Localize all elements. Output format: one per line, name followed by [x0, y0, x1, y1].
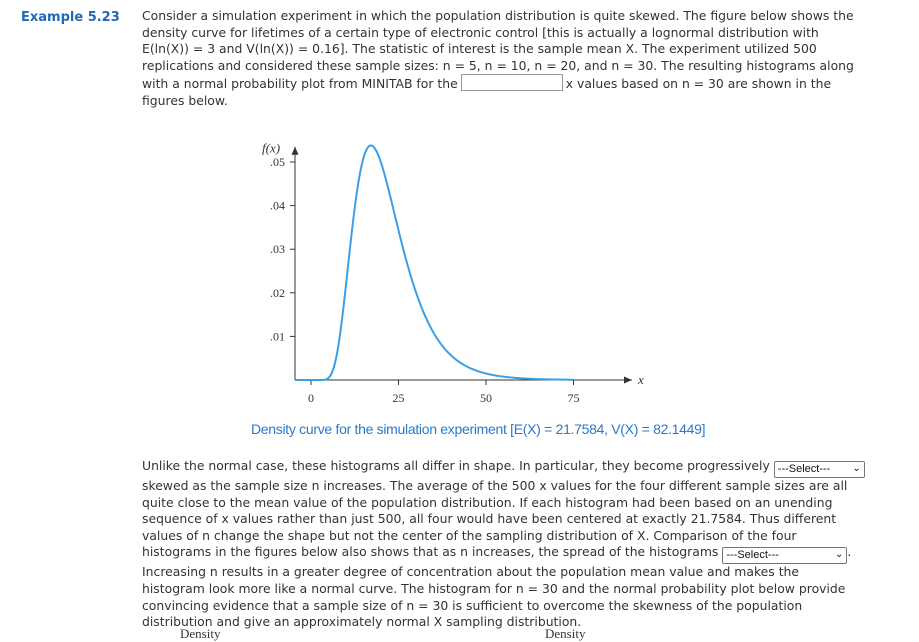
intro-text: x values based on n = 30 are shown in the	[565, 76, 832, 92]
intro-line: density curve for lifetimes of a certain type of electronic control [this is actually a lognormal distribution with	[142, 24, 819, 40]
body-line: convincing evidence that a sample size of n = 30 is sufficient to overcome the skewness of the population	[142, 597, 803, 613]
intro-line: figures below.	[142, 92, 228, 108]
density-curve	[295, 145, 573, 380]
select-value: ---Select---	[777, 463, 831, 475]
y-tick-label: .01	[270, 329, 285, 344]
cutoff-label-right: Density	[545, 626, 586, 641]
body-paragraph	[142, 458, 904, 631]
body-line: Increasing n results in a greater degree of concentration about the population mean value and makes the	[142, 564, 800, 580]
y-tick-label: .05	[270, 155, 285, 169]
x-axis-arrow	[624, 377, 632, 384]
intro-line: Consider a simulation experiment in which the population distribution is quite skewed. The figure below shows the	[142, 8, 854, 23]
chart-axes	[292, 147, 633, 384]
x-tick-label: 0	[308, 391, 314, 405]
x-tick-label: 50	[480, 391, 492, 405]
spread-select[interactable]	[722, 547, 847, 564]
body-line	[142, 544, 904, 564]
y-axis-label: f(x)	[262, 140, 281, 156]
x-tick-label: 25	[392, 391, 405, 405]
chevron-down-icon: ⌄	[834, 549, 844, 561]
y-tick-label: .04	[270, 198, 285, 213]
intro-text: with a normal probability plot from MINITAB for the	[142, 76, 458, 92]
body-text: .	[847, 544, 852, 560]
x-axis-label: x	[638, 372, 644, 387]
y-tick-label: .03	[270, 242, 285, 257]
body-line: values of n change the shape but not the center of the sampling distribution of X. Comparison of the four	[142, 527, 797, 543]
intro-line: E(ln(X)) = 3 and V(ln(X)) = 0.16]. The statistic of interest is the sample mean X. The experiment utilized 500	[142, 41, 817, 57]
body-line: skewed as the sample size n increases. The average of the 500 x values for the four different sample sizes are all	[142, 478, 848, 493]
intro-line: replications and considered these sample sizes: n = 5, n = 10, n = 20, and n = 30. The resulting histograms along	[142, 57, 854, 73]
select-value: ---Select---	[726, 549, 779, 562]
body-line: sequence of x values rather than just 500, all four would have been centered at exactly 21.7584. Thus different	[142, 511, 837, 527]
body-line: distribution and give an approximately normal X sampling distribution.	[142, 614, 582, 630]
body-line	[142, 458, 904, 478]
body-text: Unlike the normal case, these histograms all differ in shape. In particular, they become progressively	[142, 458, 770, 473]
x-tick-label: 75	[567, 391, 580, 405]
example-label: Example 5.23	[21, 10, 120, 25]
y-tick-label: .02	[270, 285, 285, 300]
chart-caption: Density curve for the simulation experiment [E(X) = 21.7584, V(X) = 82.1449]	[251, 421, 706, 437]
body-text: histograms in the figures below also shows that as n increases, the spread of the histograms	[142, 544, 719, 560]
body-line: histogram look more like a normal curve. The histogram for n = 30 and the normal probability plot below provide	[142, 580, 846, 596]
chart-ticks	[270, 155, 580, 405]
skewness-select[interactable]	[774, 461, 865, 478]
cutoff-label-left: Density	[180, 626, 221, 641]
chevron-down-icon: ⌄	[852, 463, 861, 474]
y-axis-arrow	[292, 147, 299, 155]
body-line: quite close to the mean value of the population distribution. If each histogram had been based on an unending	[142, 494, 833, 510]
